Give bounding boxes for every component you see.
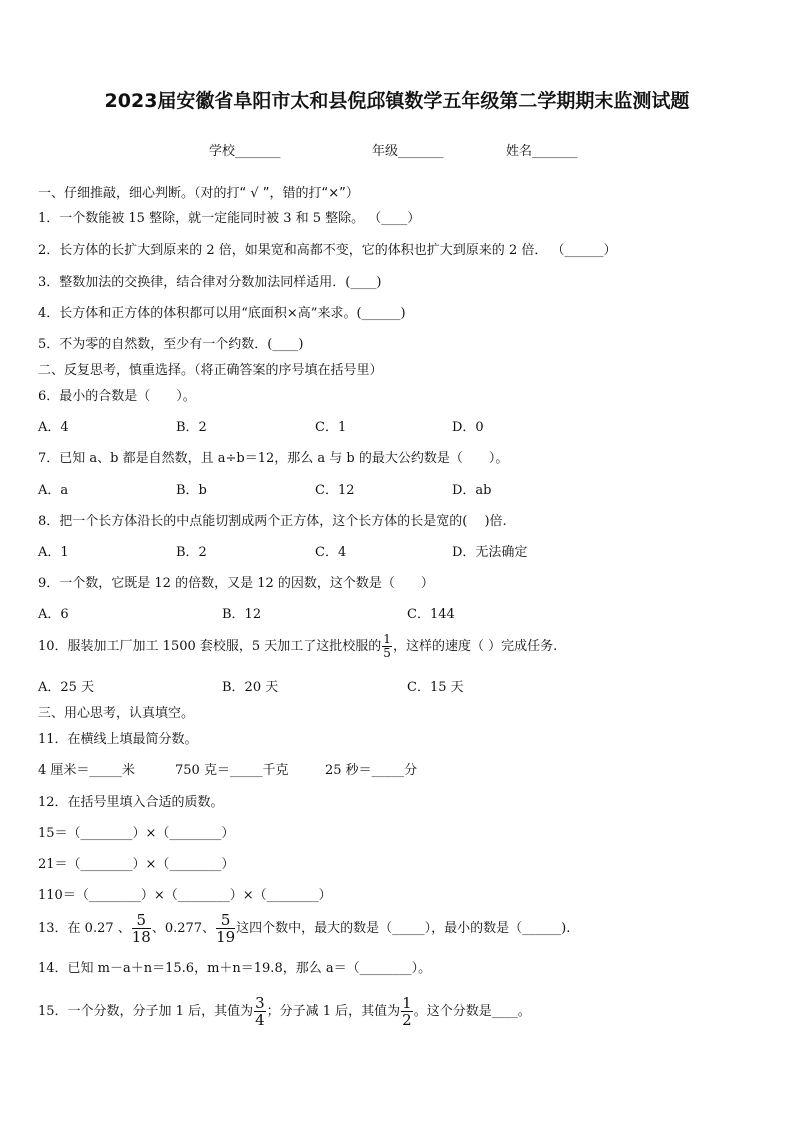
q6-option-d: D．0: [452, 420, 484, 435]
question-9: 9．一个数，它既是 12 的倍数，又是 12 的因数，这个数是（ ）: [38, 576, 434, 591]
q7-option-a: A．a: [38, 483, 69, 498]
q15-text-start: 15．一个分数，分子加 1 后，其值为: [38, 1004, 254, 1019]
q10-fraction: [382, 633, 392, 660]
q9-option-c: C．144: [407, 607, 455, 622]
q8-option-b: B．2: [176, 545, 207, 560]
section-3-heading: 三、用心思考，认真填空。: [38, 706, 195, 721]
question-15: [38, 995, 531, 1028]
question-7: 7．已知 a、b 都是自然数，且 a÷b＝12，那么 a 与 b 的最大公约数是（ ）。: [38, 451, 509, 466]
question-13: [38, 912, 570, 945]
q12-line-b: 21＝（________）×（________）: [38, 857, 235, 872]
question-1: 1．一个数能被 15 整除，就一定能同时被 3 和 5 整除。 （____）: [38, 211, 421, 226]
q15-text-end: 。这个分数是____。: [413, 1004, 531, 1019]
question-8: 8．把一个长方体沿长的中点能切割成两个正方体，这个长方体的长是宽的( )倍.: [38, 514, 507, 529]
school-field: 学校_______: [209, 144, 281, 159]
q6-option-c: C．1: [315, 420, 347, 435]
q9-option-a: A．6: [38, 607, 69, 622]
question-10: [38, 633, 557, 660]
question-14: 14．已知 m－a＋n＝15.6，m＋n＝19.8，那么 a＝（________）。: [38, 961, 432, 976]
q13-fraction-2: [216, 912, 235, 945]
q12-line-a: 15＝（________）×（________）: [38, 826, 235, 841]
question-6: 6．最小的合数是（ ）。: [38, 389, 196, 404]
q15-fraction-1-denominator: 4: [255, 1011, 265, 1029]
q7-option-d: D．ab: [452, 483, 492, 498]
question-5: 5．不为零的自然数，至少有一个约数．(____): [38, 337, 304, 352]
q6-option-a: A．4: [38, 420, 69, 435]
q15-fraction-1: [254, 995, 266, 1028]
question-12: 12．在括号里填入合适的质数。: [38, 795, 224, 810]
q15-fraction-2-numerator: 1: [402, 994, 412, 1012]
q13-text-start: 13．在 0.27 、: [38, 921, 131, 936]
q8-option-d: D．无法确定: [452, 545, 528, 560]
q13-fraction-1: [132, 912, 151, 945]
q13-text-mid: 、0.277、: [151, 921, 216, 936]
page-title: 2023届安徽省阜阳市太和县倪邱镇数学五年级第二学期期末监测试题: [104, 90, 690, 112]
q10-option-a: A．25 天: [38, 680, 95, 695]
q10-fraction-denominator: 5: [383, 646, 391, 660]
q10-text-end: ，这样的速度（ ）完成任务.: [392, 639, 558, 654]
q13-text-end: 这四个数中，最大的数是（_____），最小的数是（______).: [236, 921, 571, 936]
question-2: 2．长方体的长扩大到原来的 2 倍，如果宽和高都不变，它的体积也扩大到原来的 2 倍． （______）: [38, 243, 617, 258]
name-field: 姓名_______: [506, 144, 578, 159]
question-3: 3．整数加法的交换律，结合律对分数加法同样适用．(____): [38, 275, 382, 290]
q10-fraction-numerator: 1: [383, 632, 391, 646]
q10-option-b: B．20 天: [222, 680, 279, 695]
q11-blank-c: 25 秒＝_____分: [325, 763, 418, 778]
q9-option-b: B．12: [222, 607, 262, 622]
q7-option-c: C．12: [315, 483, 355, 498]
q8-option-a: A．1: [38, 545, 69, 560]
section-1-heading: 一、仔细推敲，细心判断。（对的打“ √ ”，错的打“×”）: [38, 186, 359, 201]
q11-blank-a: 4 厘米＝_____米: [38, 763, 135, 778]
q7-option-b: B．b: [176, 483, 207, 498]
q13-fraction-2-denominator: 19: [216, 928, 236, 946]
q15-fraction-1-numerator: 3: [255, 994, 265, 1012]
question-11: 11．在横线上填最简分数。: [38, 732, 198, 747]
q12-line-c: 110＝（________）×（________）×（________）: [38, 888, 332, 903]
q13-fraction-2-numerator: 5: [216, 912, 235, 929]
q10-option-c: C．15 天: [407, 680, 464, 695]
q13-fraction-1-denominator: 18: [131, 928, 151, 946]
q15-fraction-2-denominator: 2: [402, 1011, 412, 1029]
q10-text-start: 10．服装加工厂加工 1500 套校服，5 天加工了这批校服的: [38, 639, 382, 654]
q8-option-c: C．4: [315, 545, 347, 560]
grade-field: 年级_______: [372, 144, 444, 159]
q6-option-b: B．2: [176, 420, 207, 435]
section-2-heading: 二、反复思考，慎重选择。（将正确答案的序号填在括号里）: [38, 363, 383, 378]
q15-fraction-2: [401, 995, 413, 1028]
q13-fraction-1-numerator: 5: [132, 912, 151, 929]
q11-blank-b: 750 克＝_____千克: [175, 763, 289, 778]
q15-text-mid: ；分子减 1 后，其值为: [266, 1004, 401, 1019]
question-4: 4．长方体和正方体的体积都可以用“底面积×高”来求。(______): [38, 306, 406, 321]
